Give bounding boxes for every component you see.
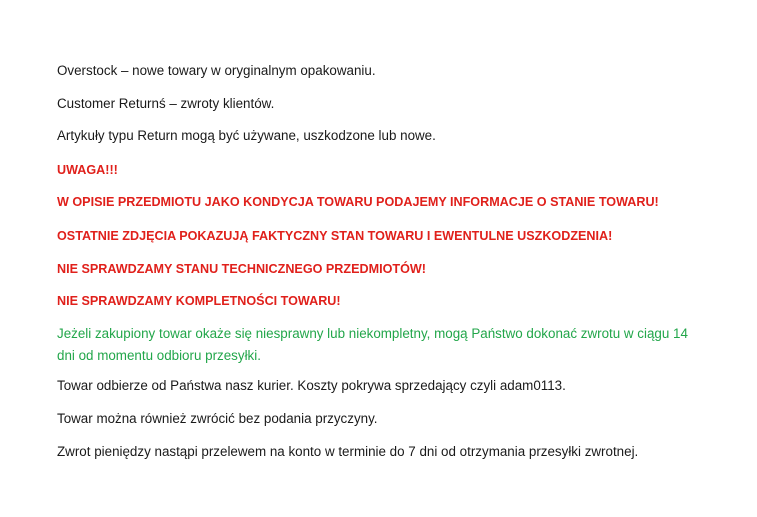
- paragraph-no-reason: Towar można również zwrócić bez podania przyczyny.: [57, 411, 378, 426]
- warning-condition-info: W OPISIE PRZEDMIOTU JAKO KONDYCJA TOWARU PODAJEMY INFORMACJE O STANIE TOWARU!: [57, 195, 659, 209]
- paragraph-courier: Towar odbierze od Państwa nasz kurier. Koszty pokrywa sprzedający czyli adam0113.: [57, 378, 566, 393]
- warning-photos-info: OSTATNIE ZDJĘCIA POKAZUJĄ FAKTYCZNY STAN TOWARU I EWENTULNE USZKODZENIA!: [57, 229, 613, 243]
- paragraph-return-items: Artykuły typu Return mogą być używane, uszkodzone lub nowe.: [57, 128, 436, 143]
- notice-return-policy: Jeżeli zakupiony towar okaże się niesprawny lub niekompletny, mogą Państwo dokonać zwrotu w ciągu 14 dni od momentu odbioru przesyłki.: [57, 326, 688, 363]
- paragraph-refund: Zwrot pieniędzy nastąpi przelewem na konto w terminie do 7 dni od otrzymania przesyłki zwrotnej.: [57, 444, 639, 459]
- warning-no-completeness-check: NIE SPRAWDZAMY KOMPLETNOŚCI TOWARU!: [57, 294, 341, 308]
- paragraph-customer-returns: Customer Returnś – zwroty klientów.: [57, 96, 275, 111]
- warning-no-tech-check: NIE SPRAWDZAMY STANU TECHNICZNEGO PRZEDMIOTÓW!: [57, 262, 426, 276]
- warning-uwaga: UWAGA!!!: [57, 163, 118, 177]
- paragraph-overstock: Overstock – nowe towary w oryginalnym opakowaniu.: [57, 63, 376, 78]
